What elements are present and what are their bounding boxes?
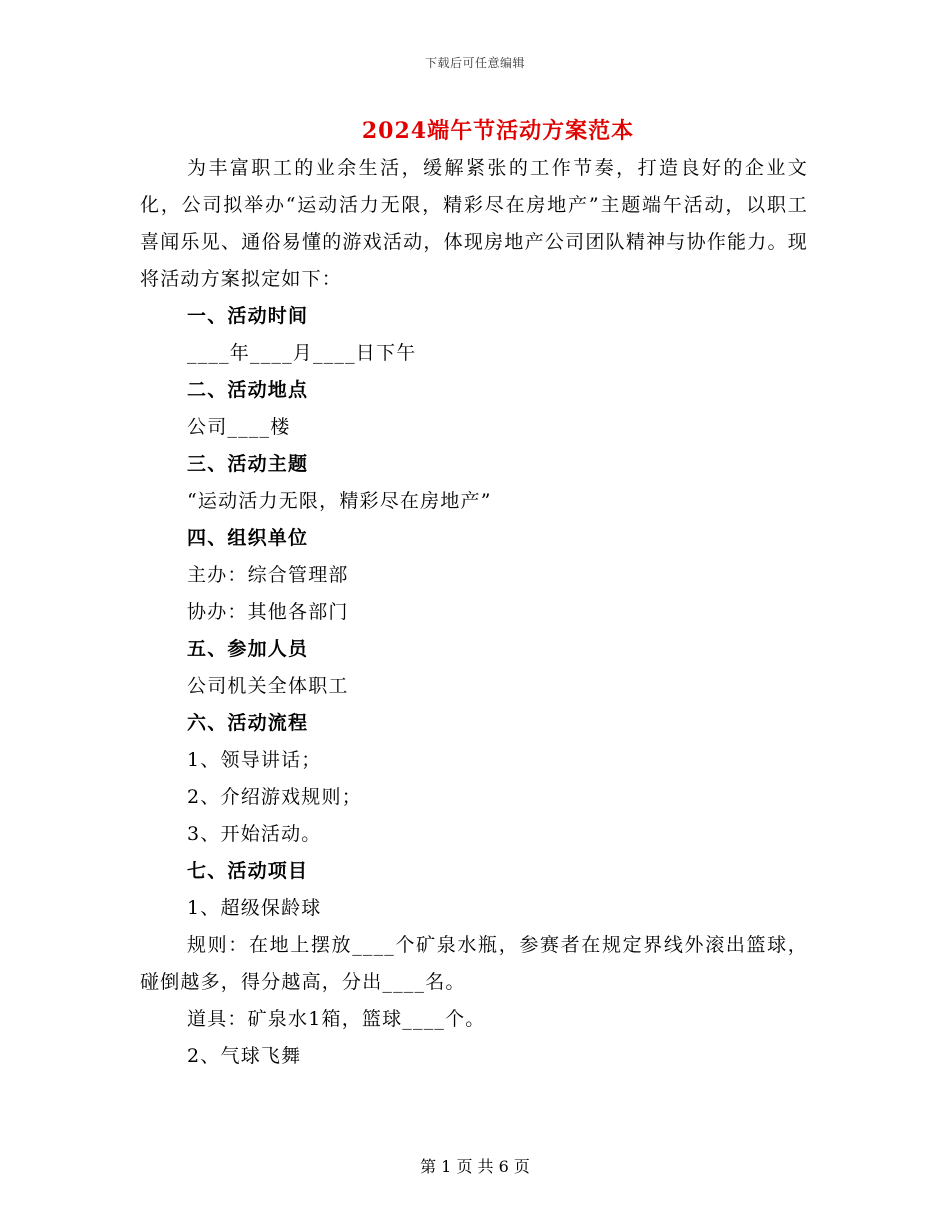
item1-props: 道具：矿泉水1箱，篮球____个。 [187, 1008, 486, 1030]
theme-line: “运动活力无限，精彩尽在房地产” [187, 490, 492, 512]
section-heading-theme: 三、活动主题 [187, 453, 309, 475]
document-body [140, 150, 808, 1075]
page-footer: 第 1 页 共 6 页 [420, 1157, 530, 1176]
page-header-note: 下载后可任意编辑 [424, 56, 525, 70]
place-line: 公司____楼 [187, 416, 291, 438]
item1-rule: 规则：在地上摆放____个矿泉水瓶，参赛者在规定界线外滚出篮球，碰倒越多，得分越高，分出____名。 [140, 934, 808, 993]
flow-step: 3、开始活动。 [187, 823, 322, 845]
section-heading-org: 四、组织单位 [187, 527, 309, 549]
org-co-host: 协办：其他各部门 [187, 601, 349, 623]
section-heading-people: 五、参加人员 [187, 638, 309, 660]
document-title: 2024端午节活动方案范本 [361, 118, 635, 144]
section-heading-time: 一、活动时间 [187, 305, 309, 327]
item2-title: 2、气球飞舞 [187, 1045, 302, 1067]
org-host: 主办：综合管理部 [187, 564, 349, 586]
intro-paragraph: 为丰富职工的业余生活，缓解紧张的工作节奏，打造良好的企业文化，公司拟举办“运动活力无限，精彩尽在房地产”主题端午活动，以职工喜闻乐见、通俗易懂的游戏活动，体现房地产公司团队精神与协作能力。现将活动方案拟定如下： [140, 157, 808, 290]
item1-title: 1、超级保龄球 [187, 897, 322, 919]
flow-step: 2、介绍游戏规则； [187, 786, 362, 808]
section-heading-items: 七、活动项目 [187, 860, 309, 882]
people-line: 公司机关全体职工 [187, 675, 349, 697]
time-line: ____年____月____日下午 [187, 342, 417, 364]
section-heading-flow: 六、活动流程 [187, 712, 309, 734]
section-heading-place: 二、活动地点 [187, 379, 309, 401]
flow-step: 1、领导讲话； [187, 749, 322, 771]
